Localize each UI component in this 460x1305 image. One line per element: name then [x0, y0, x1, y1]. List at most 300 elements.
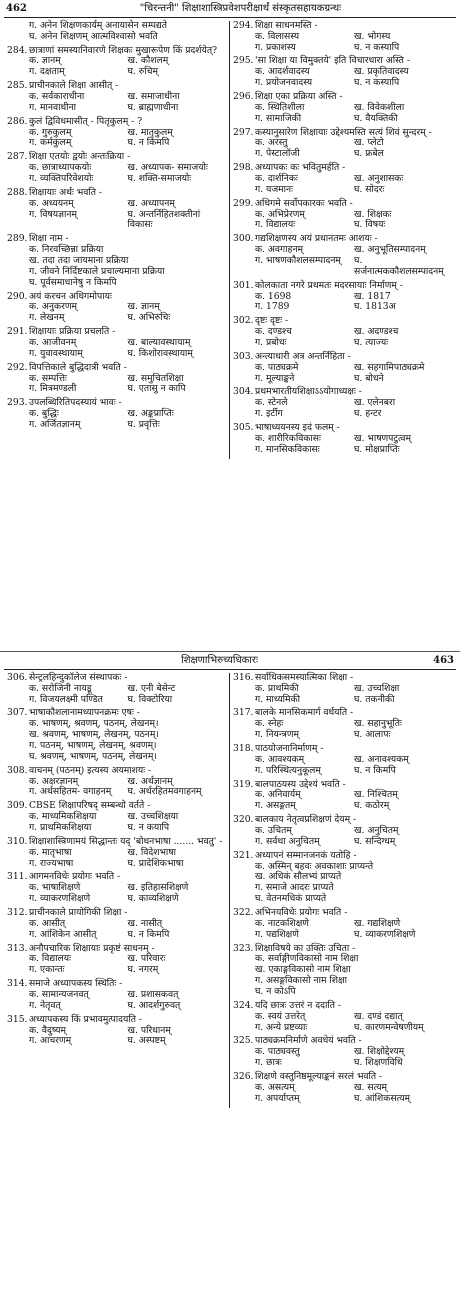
option-row — [233, 338, 453, 349]
option-text: क. अरस्तु — [255, 137, 288, 149]
option-row — [7, 752, 226, 763]
question-number: 308. — [7, 764, 28, 776]
option-text: क. वैदुष्यम् — [29, 1024, 66, 1036]
question-text: अधिगमे सर्वोपकारकः भवति - — [255, 197, 353, 209]
option-row — [233, 766, 453, 777]
option-row — [233, 256, 453, 278]
option-text: ग. प्रयोजनवादस्य — [255, 77, 313, 89]
question-item — [233, 21, 453, 54]
option-text: ग. मानवाधीना — [29, 101, 76, 113]
question-number: 303. — [233, 350, 254, 362]
option-text: ख. भाषणपटुत्वम् — [354, 432, 412, 444]
option-text: ग. असङ्गविकासो नाम शिक्षा — [255, 975, 347, 987]
option-text: ग. भाषणकौशलसम्पादनम् — [255, 254, 341, 266]
question-number: 305. — [233, 422, 254, 434]
option-text: घ. किशोरावस्थायाम् — [127, 347, 193, 359]
question-text: भाषाध्ययनस्य इदं फलम् - — [255, 422, 340, 434]
option-text: घ. बोधने — [354, 372, 384, 384]
option-text: ख. इतिहासशिक्षणे — [127, 882, 189, 894]
question-number: 294. — [233, 19, 254, 31]
option-text: ग. प्राथमिकशिक्षया — [29, 821, 92, 833]
option-text: ग. 1789 — [255, 301, 290, 313]
question-item — [7, 363, 226, 396]
question-item — [233, 944, 453, 998]
right-column — [230, 21, 456, 459]
option-text: ख. परिवारः — [127, 953, 166, 965]
question-text: कुलं द्विविधमासीत् - पितृकुलम् - ? — [29, 115, 143, 127]
option-text: ग. राज्यभाषा — [29, 857, 74, 869]
option-row — [233, 374, 453, 385]
option-text: घ. पूर्वसमाधानेषु न किमपि — [29, 276, 117, 288]
option-text: ख. विवेकशीला — [354, 101, 405, 113]
question-item — [7, 837, 226, 870]
option-row — [233, 114, 453, 125]
option-text: ख. ज्ञानम् — [127, 301, 160, 313]
question-text: अयं करचन अधिगमोपायः — [29, 290, 112, 302]
question-item — [233, 199, 453, 232]
option-text: क. सर्वाङ्गीणविकासो नाम शिक्षा — [255, 953, 359, 965]
option-text: ख. परिधानम् — [127, 1024, 171, 1036]
option-text: ख. अर्थज्ञानम् — [127, 775, 173, 787]
option-text: ख. समाजाधीना — [127, 90, 180, 102]
two-column-body — [4, 21, 456, 459]
question-item — [233, 92, 453, 125]
question-item — [7, 46, 226, 79]
option-text: ख. प्रकृतिवादस्य — [354, 66, 409, 78]
question-number: 307. — [7, 707, 28, 719]
option-text: घ. ब्राह्मणाधीना — [127, 101, 179, 113]
option-row — [233, 1012, 453, 1023]
question-item — [7, 766, 226, 799]
option-text: घ. प्रवृत्तिः — [127, 419, 160, 431]
question-text: बालकाय नेतृत्वप्रशिक्षणं देयम् - — [255, 814, 357, 826]
option-text: क. आसीत् — [29, 917, 66, 929]
question-item — [7, 188, 226, 231]
page-463 — [0, 651, 460, 1305]
option-text: ग. कर्मकुलम् — [29, 137, 72, 149]
option-text: ख. प्लेटो — [354, 137, 384, 149]
question-text: पाठयोजनानिर्माणम् - — [255, 742, 324, 754]
option-text: ख. विदेशभाषा — [127, 846, 176, 858]
question-number: 322. — [233, 906, 254, 918]
option-row — [233, 43, 453, 54]
option-text: घ. श्रवणम्, भाषणम्, पठनम्, लेखनम्। — [29, 750, 157, 762]
question-text: विपत्तिकाले बुद्धिदात्री भवति - — [29, 361, 127, 373]
option-text: ग. असङ्गतम् — [255, 800, 296, 812]
option-text: क. दार्शनिकः — [255, 172, 298, 184]
option-text: ग. नियन्त्रणम् — [255, 729, 300, 741]
question-number: 286. — [7, 115, 28, 127]
option-text: क. गुरुकुलम् — [29, 126, 72, 138]
question-number: 292. — [7, 361, 28, 373]
option-text: ख. शिक्षकः — [354, 208, 392, 220]
option-row — [7, 965, 226, 976]
question-text: उपलब्धिरितिपदस्यायं भावः - — [29, 397, 122, 409]
question-number: 296. — [233, 90, 254, 102]
question-number: 321. — [233, 849, 254, 861]
question-number: 306. — [7, 671, 28, 683]
option-row — [7, 278, 226, 289]
option-text: ख. अनुभूतिसम्पादनम् — [354, 244, 426, 256]
question-number: 324. — [233, 999, 254, 1011]
question-item — [233, 1001, 453, 1034]
question-text: अध्यापकस्य किं प्रभावमुत्पादयति - — [29, 1013, 142, 1025]
option-text: घ. न कोऽपि — [255, 986, 296, 997]
option-text: ख. शिक्षोद्देश्यम् — [354, 1046, 405, 1058]
option-text: ग. मानसिकविकासः — [255, 443, 320, 455]
option-text: ख. उच्चशिक्षा — [354, 682, 400, 694]
option-text: क. भाषाशिक्षणे — [29, 882, 81, 894]
option-row — [7, 210, 226, 232]
question-text: कस्यानुसारेण शिक्षायाः उद्देश्यमस्ति सत्यं शिवं सुन्दरम् - — [255, 126, 432, 138]
option-row — [233, 185, 453, 196]
question-number: 325. — [233, 1035, 254, 1047]
option-row — [7, 695, 226, 706]
question-number: 295. — [233, 55, 254, 67]
question-number: 288. — [7, 186, 28, 198]
right-column — [230, 673, 456, 1108]
option-text: घ. त्याज्यः — [354, 337, 389, 348]
option-row — [7, 787, 226, 798]
question-text: यदि छात्रः उत्तरं न ददाति - — [255, 999, 342, 1011]
question-text: शिक्षाविषये का उक्तिः उचिता - — [255, 942, 356, 954]
option-text: क. अनिवार्यम् — [255, 789, 301, 801]
question-text: अभिनयविधेः प्रयोगः भवति - — [255, 906, 348, 918]
option-text: घ. हन्टर — [354, 408, 382, 420]
option-text: ग. अर्थसहितम- वगाहनम् — [29, 786, 112, 798]
option-text: ख. तदा तदा जायमाना प्रक्रिया — [29, 254, 129, 266]
option-row — [7, 1036, 226, 1047]
option-text: घ. शिक्षणविधि — [354, 1057, 403, 1069]
option-text: क. 1698 — [255, 290, 292, 302]
option-text: ग. पद्यशिक्षणे — [255, 928, 299, 940]
running-head: "चिरन्तनी" शिक्षाशास्त्रिप्रवेशपरीक्षार्थं संस्कृतसहायकग्रन्थः — [139, 3, 342, 14]
option-text: ग. अर्जितज्ञानम् — [29, 419, 81, 431]
option-text: क. प्राथमिकी — [255, 682, 299, 694]
option-row — [7, 894, 226, 905]
option-text: ख. बाल्यावस्थायाम् — [127, 337, 191, 348]
question-item — [7, 292, 226, 325]
option-row — [233, 78, 453, 89]
option-row — [233, 409, 453, 420]
question-number: 298. — [233, 162, 254, 174]
question-item — [7, 327, 226, 360]
option-text: क. आवश्यकम् — [255, 753, 305, 765]
question-text: अध्यापकः कः भवितुमर्हति - — [255, 162, 346, 174]
page-number: 462 — [6, 3, 27, 14]
question-text: कोलकाता नगरे प्रथमतः मदरसायाः निर्माणम् - — [255, 279, 403, 291]
option-text: ग. सर्वथा अनुचितम् — [255, 835, 320, 847]
option-text: क. मातृभाषा — [29, 846, 72, 858]
option-text: ख. अधिकं सौलभ्यं प्राप्यते — [255, 871, 342, 883]
question-number: 290. — [7, 290, 28, 302]
question-item — [233, 780, 453, 813]
option-text: घ. न कस्यापि — [354, 77, 400, 89]
question-text: प्रथमभारतीयशिक्षाऽऽयोगाध्यक्षः - — [255, 386, 362, 398]
question-item — [233, 1072, 453, 1105]
option-text: ख. अध्यापक- समाजयोः — [127, 162, 208, 174]
option-row — [233, 987, 453, 998]
option-text: घ. अन्तर्निहितशक्तीनां विकासः — [127, 208, 201, 231]
option-row — [7, 67, 226, 78]
option-text: घ. व्याकरणशिक्षणे — [354, 928, 416, 940]
option-text: क. विद्यालयः — [29, 953, 71, 965]
question-text: शिक्षायाः अर्थः भवति - — [29, 186, 102, 198]
option-text: ग. प्रकाशस्य — [255, 41, 296, 53]
option-row — [7, 32, 226, 43]
option-text: घ. आंशिकसत्यम् — [354, 1092, 411, 1104]
option-row — [233, 684, 453, 695]
option-text: ग. लेखनम् — [29, 312, 65, 324]
option-text: घ. सोदरः — [354, 183, 385, 195]
option-text: ग. विजयलक्ष्मी पण्डित — [29, 693, 103, 705]
option-text: घ. न किमपि — [127, 928, 170, 940]
option-row — [7, 848, 226, 859]
option-text: ख. सत्यम् — [354, 1081, 388, 1093]
question-item — [233, 128, 453, 161]
option-text: घ. तकनीकी — [354, 693, 395, 705]
option-row — [233, 149, 453, 160]
option-row — [7, 313, 226, 324]
option-text: ग. समाजे आदरः प्राप्यते — [255, 882, 334, 894]
question-text: दृष्टः दृष्टः - — [255, 315, 289, 327]
question-item — [233, 423, 453, 456]
option-text: घ. अभिरुचिः — [127, 312, 171, 324]
option-text: ख. सहानुभूतिः — [354, 718, 402, 730]
option-row — [7, 174, 226, 185]
question-text: शिक्षाशास्त्रिणामयं सिद्धान्तः यद् 'बोधनभाषा ....... भवतु' - — [29, 835, 223, 847]
question-number: 312. — [7, 906, 28, 918]
option-text: घ. आदर्शगुरुवत् — [127, 999, 181, 1011]
question-number: 301. — [233, 279, 254, 291]
option-text: ख. एनी बेसेन्ट — [127, 682, 176, 694]
question-item — [7, 673, 226, 706]
option-text: ग. विषयज्ञानम् — [29, 208, 78, 220]
option-text: क. अभिप्रेरणम् — [255, 208, 305, 220]
option-text: घ. कठोरम् — [354, 800, 390, 812]
option-text: ग. इर्टीग — [255, 408, 283, 420]
question-number: 319. — [233, 778, 254, 790]
question-text: प्राचीनकाले प्रायोगिकी शिक्षा - — [29, 906, 128, 918]
option-text: क. बुद्धिः — [29, 408, 59, 420]
question-number: 313. — [7, 942, 28, 954]
option-text: घ. अर्थरहितमवगाहनम् — [127, 786, 202, 798]
option-text: घ. विक्टोरिया — [127, 693, 173, 705]
option-row — [233, 32, 453, 43]
option-text: ख. अनावश्यकम् — [354, 753, 409, 765]
option-text: घ. शक्ति-समाजयोः — [127, 172, 192, 184]
question-text: समाजे अध्यापकस्य स्थितिः - — [29, 978, 123, 990]
option-text: क. स्नेहः — [255, 718, 284, 730]
option-text: क. स्थितिशीला — [255, 101, 305, 113]
option-text: क. स्टेनले — [255, 397, 288, 409]
option-row — [233, 1023, 453, 1034]
option-text: घ. फ्रबेल — [354, 148, 384, 160]
option-text: ग. युवावस्थायाम् — [29, 347, 83, 359]
question-text: अनौपचारिक शिक्षायाः प्रकृष्टं साधनम् - — [29, 942, 155, 954]
option-text: ख. दण्डं दद्यात् — [354, 1010, 403, 1022]
option-text: घ. वेतनमधिकं प्राप्यते — [255, 893, 327, 905]
question-item — [233, 708, 453, 741]
page-header — [4, 654, 456, 670]
option-text: ग. दक्षताम् — [29, 66, 65, 78]
option-text: क. माध्यमिकशिक्षया — [29, 811, 97, 823]
question-text: वाचनम् (पठनम्) इत्यस्य अयमाशयः - — [29, 764, 152, 776]
question-text: शिक्षणे वस्तुनिष्ठमूल्याङ्कनं सरलं भवति - — [255, 1071, 383, 1083]
option-text: क. सरोजिनी नायडू — [29, 682, 92, 694]
option-text: क. भाषणम्, श्रवणम्, पठनम्, लेखनम्। — [29, 718, 159, 730]
question-item — [233, 352, 453, 385]
option-text: ग. आंशिकेन आसीत् — [29, 928, 97, 940]
option-text: ख. अनुचितम् — [354, 824, 399, 836]
question-number: 285. — [7, 80, 28, 92]
question-number: 310. — [7, 835, 28, 847]
option-text: ग. जीवने निर्दिष्टकाले प्रचाल्यमाना प्रक्रिया — [29, 265, 165, 277]
running-head: शिक्षणाभिरुच्यधिकारः — [181, 655, 258, 666]
option-row — [233, 837, 453, 848]
question-item — [233, 908, 453, 941]
option-row — [233, 363, 453, 374]
option-text: क. पाठ्यक्रमे — [255, 361, 299, 373]
question-item — [233, 673, 453, 706]
option-text: ग. नेतृवत् — [29, 999, 61, 1011]
question-text: अन्त्याधारी अत्र अन्तर्निहिता - — [255, 350, 351, 362]
option-text: क. शारीरिकविकासः — [255, 432, 321, 444]
option-text: ग. परिस्थित्यनुकूलम् — [255, 764, 321, 776]
question-item — [233, 387, 453, 420]
question-text: छात्राणां समस्यानिवारणे शिक्षकः मुखारूपेण किं प्रदर्शयेत्? — [29, 44, 218, 56]
option-text: क. सम्पत्तिः — [29, 372, 67, 384]
left-column — [4, 21, 230, 459]
page-header — [4, 2, 456, 18]
question-number: 304. — [233, 386, 254, 398]
page-number: 463 — [433, 655, 454, 666]
question-text: सेन्ट्रलहिन्दुकॉलेज संस्थापकः - — [29, 671, 128, 683]
question-number: 300. — [233, 233, 254, 245]
question-item — [233, 1036, 453, 1069]
question-item — [7, 81, 226, 114]
question-text: शिक्षा एका प्रक्रिया अस्ति - — [255, 90, 343, 102]
question-item — [7, 872, 226, 905]
question-number: 309. — [7, 800, 28, 812]
question-number: 293. — [7, 397, 28, 409]
question-number: 320. — [233, 814, 254, 826]
option-text: ग. यजमानः — [255, 183, 293, 195]
question-text: शिक्षा साधनमस्ति - — [255, 19, 318, 31]
option-row — [7, 859, 226, 870]
option-text: ग. मूल्याङ्कने — [255, 372, 295, 384]
option-row — [233, 930, 453, 941]
option-text: ग. विद्यालयः — [255, 219, 296, 231]
option-text: क. ज्ञानम् — [29, 55, 61, 67]
question-number: 318. — [233, 742, 254, 754]
question-item — [233, 56, 453, 89]
option-text: क. असत्यम् — [255, 1081, 295, 1093]
question-number: 315. — [7, 1013, 28, 1025]
option-text: ख. अदण्डश्च — [354, 326, 399, 338]
option-text: क. अस्मिन् बहवः अवकाशाः प्राप्यन्ते — [255, 860, 374, 872]
question-item — [7, 398, 226, 431]
option-text: घ. न कयापि — [127, 821, 170, 833]
question-number: 284. — [7, 44, 28, 56]
option-text: घ. वैयक्तिकी — [354, 112, 398, 124]
question-item — [233, 163, 453, 196]
option-text: घ. 1813अ — [354, 301, 396, 313]
option-text: ग. मित्रमण्डली — [29, 383, 77, 395]
question-text: अध्यापनं सम्मानजनकं यतोहि - — [255, 849, 357, 861]
question-item — [7, 908, 226, 941]
option-text: ग. प्रबोधः — [255, 337, 287, 348]
option-row — [233, 445, 453, 456]
option-text: घ. रुचिम् — [127, 66, 158, 78]
question-text: 'सा शिक्षा या विमुक्तये' इति विचारधारा अस्ति - — [255, 55, 410, 67]
option-text: क. उचितम् — [255, 824, 292, 836]
option-text: ख. एलेनबरा — [354, 397, 396, 409]
option-text: ख. निश्चितम् — [354, 789, 398, 801]
question-number: 314. — [7, 978, 28, 990]
option-row — [233, 730, 453, 741]
option-row — [7, 823, 226, 834]
option-text: क. निरवच्छिन्ना प्रक्रिया — [29, 244, 104, 256]
question-text: भाषाकौशलानामध्यापनक्रमः एषः - — [29, 707, 140, 719]
question-number: 297. — [233, 126, 254, 138]
question-text: प्राचीनकाले शिक्षा आसीत् - — [29, 80, 119, 92]
option-row — [7, 684, 226, 695]
option-text: घ. प्रादेशिकभाषा — [127, 857, 184, 869]
option-row — [233, 801, 453, 812]
option-text: ख. अध्यापनम् — [127, 197, 175, 209]
question-text: पाठ्यक्रमनिर्माणे अवधेयं भवति - — [255, 1035, 362, 1047]
question-item — [7, 801, 226, 834]
option-text: ग. अन्ये प्रष्टव्याः — [255, 1021, 308, 1033]
question-item — [7, 944, 226, 977]
option-text: ग. एकान्तः — [29, 964, 65, 976]
option-row — [7, 138, 226, 149]
question-number: 323. — [233, 942, 254, 954]
option-text: क. अनुकरणम् — [29, 301, 77, 313]
question-item — [7, 979, 226, 1012]
option-row — [233, 1094, 453, 1105]
option-text: क. आदर्शवादस्य — [255, 66, 310, 78]
option-text: ख. नासीत् — [127, 917, 163, 929]
option-text: ख. मातृकुलम् — [127, 126, 173, 138]
two-column-body — [4, 673, 456, 1108]
question-item — [233, 281, 453, 314]
left-column — [4, 673, 230, 1108]
option-text: ख. उच्चशिक्षया — [127, 811, 179, 823]
option-text: घ. मोक्षप्राप्तिः — [354, 443, 400, 455]
question-item — [233, 234, 453, 277]
option-text: ख. 1817 — [354, 290, 391, 302]
option-row — [7, 199, 226, 210]
question-number: 289. — [7, 233, 28, 245]
question-text: CBSE शिक्षापरिषद् सम्बन्धो वर्तते - — [29, 800, 151, 812]
option-text: क. आजीवनम् — [29, 337, 77, 348]
option-text: ग. आचरणम् — [29, 1035, 72, 1047]
question-text: शिक्षायाः प्रक्रिया प्रचलति - — [29, 326, 116, 338]
question-item — [7, 152, 226, 185]
option-text: ग. अपर्याप्तम् — [255, 1092, 300, 1104]
option-text: घ. न किमपि — [354, 764, 396, 776]
option-text: ख. गद्यशिक्षणे — [354, 917, 401, 929]
option-text: ख. सहगामिपाठ्यक्रमे — [354, 361, 425, 373]
option-row — [7, 420, 226, 431]
option-text: घ. आलापः — [354, 729, 391, 741]
option-text: घ. अस्पष्टम् — [127, 1035, 166, 1047]
question-text: सर्वाधिकसमस्यात्मिका शिक्षा - — [255, 671, 354, 683]
question-number: 299. — [233, 197, 254, 209]
option-text: घ. कारणमन्वेषणीयम् — [354, 1021, 424, 1033]
